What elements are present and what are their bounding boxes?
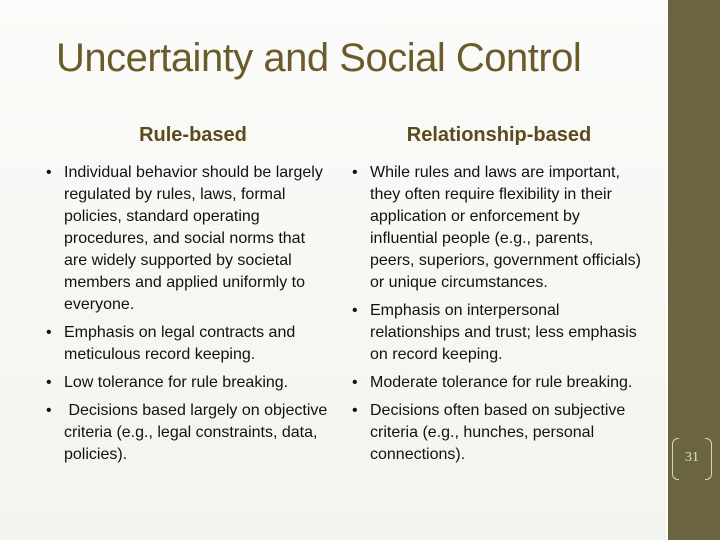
bullet-icon: •: [352, 374, 358, 391]
page-number: 31: [685, 450, 699, 465]
bullet-icon: •: [46, 402, 52, 419]
list-item: [352, 372, 642, 394]
rule-based-list: [46, 162, 332, 472]
relationship-based-heading: Relationship-based: [406, 124, 592, 146]
rule-based-heading: Rule-based: [139, 124, 247, 146]
list-item-text: Moderate tolerance for rule breaking.: [370, 374, 633, 391]
list-item: [352, 300, 642, 366]
bullet-icon: •: [46, 374, 52, 391]
list-item-text: While rules and laws are important, they often require flexibility in their application or enforcement by influential people (e.g., parents, peers, superiors, government officials) or unique circumstances.: [370, 164, 641, 291]
list-item-text: Decisions based largely on objective criteria (e.g., legal constraints, data, policies).: [64, 402, 332, 463]
slide-title: Uncertainty and Social Control: [56, 36, 582, 80]
bullet-icon: •: [352, 302, 358, 319]
list-item: [46, 322, 332, 366]
bullet-icon: •: [46, 324, 52, 341]
list-item: [46, 162, 332, 316]
list-item-text: Individual behavior should be largely regulated by rules, laws, formal policies, standard operating procedures, and social norms that are widely supported by societal members and applied uniformly to everyone.: [64, 164, 323, 313]
list-item-text: Emphasis on legal contracts and meticulous record keeping.: [64, 324, 296, 363]
page-number-badge: [672, 438, 712, 480]
list-item: [352, 400, 642, 466]
bullet-icon: •: [352, 164, 358, 181]
list-item-text: Low tolerance for rule breaking.: [64, 374, 289, 391]
list-item: [352, 162, 642, 294]
relationship-based-list: [352, 162, 642, 472]
list-item: [46, 372, 332, 394]
bullet-icon: •: [46, 164, 52, 181]
list-item-text: Decisions often based on subjective criteria (e.g., hunches, personal connections).: [370, 402, 626, 463]
list-item-text: Emphasis on interpersonal relationships and trust; less emphasis on record keeping.: [370, 302, 637, 363]
bullet-icon: •: [352, 402, 358, 419]
list-item: [46, 400, 332, 466]
